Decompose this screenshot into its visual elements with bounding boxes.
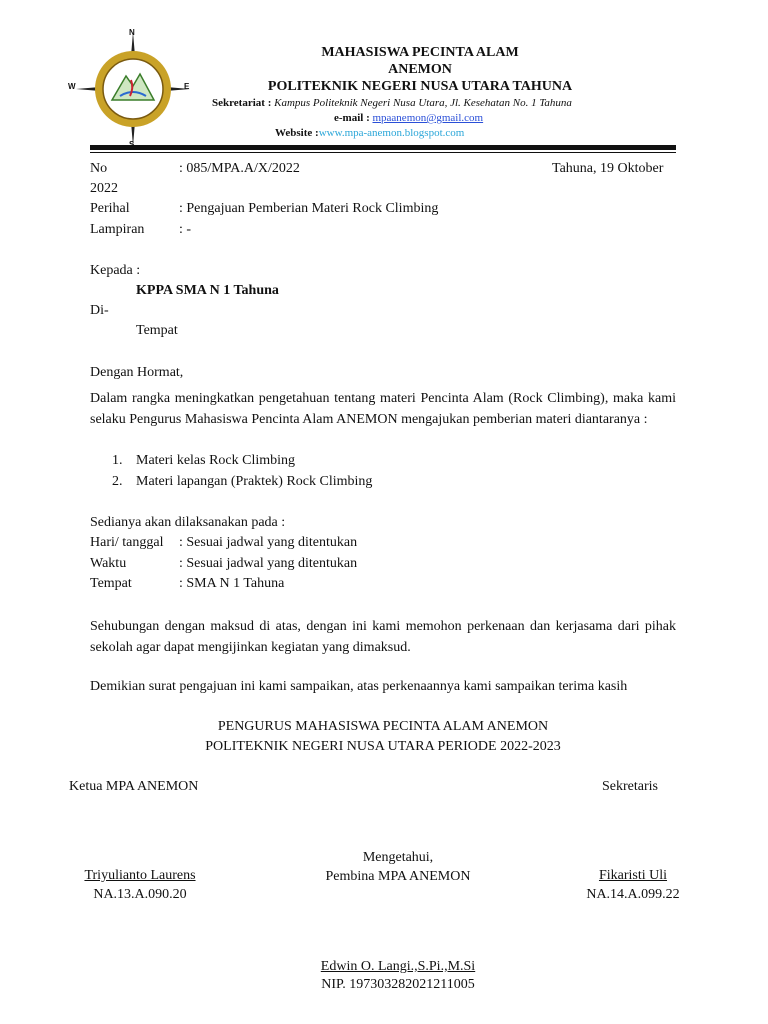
schedule-time-label: Waktu — [90, 556, 127, 571]
tempat-label: Tempat — [136, 323, 178, 338]
paragraph-2: Sehubungan dengan maksud di atas, dengan ini kami memohon perkenaan dan kerjasama dari pihak sekolah agar dapat mengijinkan kegiatan yang dimaksud. — [90, 619, 676, 655]
sekretaris-na: NA.14.A.099.22 — [586, 887, 680, 902]
list-item-1-num: 1. — [112, 453, 123, 468]
website-link[interactable]: www.mpa-anemon.blogspot.com — [318, 127, 465, 139]
schedule-intro: Sedianya akan dilaksanakan pada : — [90, 515, 286, 530]
header-rule-thick — [90, 145, 676, 150]
header-rule-thin — [90, 152, 676, 153]
ketua-name: Triyulianto Laurens — [84, 868, 196, 883]
letter-date-year: 2022 — [90, 181, 118, 196]
sekretariat-address: Kampus Politeknik Negeri Nusa Utara, Jl. Kesehatan No. 1 Tahuna — [274, 97, 572, 109]
paragraph-1: Dalam rangka meningkatkan pengetahuan tentang materi Pencinta Alam (Rock Climbing), maka kami selaku Pengurus Mahasiswa Pencinta Alam ANEMON mengajukan pemberian materi diantaranya : — [90, 391, 676, 427]
pembina-nip: NIP. 197303282021211005 — [321, 977, 475, 992]
website-line — [275, 127, 464, 139]
mengetahui-label: Mengetahui, — [362, 850, 434, 865]
sekretaris-title: Sekretaris — [602, 779, 658, 794]
no-value: : 085/MPA.A/X/2022 — [179, 161, 300, 176]
perihal-label: Perihal — [90, 201, 130, 216]
pembina-name: Edwin O. Langi.,S.Pi.,M.Si — [320, 959, 476, 974]
list-item-2-num: 2. — [112, 474, 123, 489]
pembina-title: Pembina MPA ANEMON — [325, 869, 471, 884]
ketua-title: Ketua MPA ANEMON — [69, 779, 199, 794]
recipient-name: KPPA SMA N 1 Tahuna — [136, 283, 279, 298]
org-line-1: PENGURUS MAHASISWA PECINTA ALAM ANEMON — [217, 719, 549, 734]
compass-n-label: N — [129, 28, 135, 37]
organization-logo — [68, 28, 192, 148]
di-label: Di- — [90, 303, 109, 318]
lampiran-label: Lampiran — [90, 222, 145, 237]
ketua-na: NA.13.A.090.20 — [93, 887, 187, 902]
sekretariat-line — [212, 97, 572, 109]
letterhead-line2: ANEMON — [388, 62, 452, 77]
lampiran-value: : - — [179, 222, 192, 237]
kepada-label: Kepada : — [90, 263, 141, 278]
paragraph-3: Demikian surat pengajuan ini kami sampaikan, atas perkenaannya kami sampaikan terima kasih — [90, 679, 628, 694]
letter-date: Tahuna, 19 Oktober — [552, 161, 664, 176]
greeting: Dengan Hormat, — [90, 365, 184, 380]
schedule-place-label: Tempat — [90, 576, 132, 591]
schedule-time-value: : Sesuai jadwal yang ditentukan — [179, 556, 358, 571]
email-line — [334, 112, 483, 124]
letterhead-line1: MAHASISWA PECINTA ALAM — [321, 45, 519, 60]
website-label: Website : — [275, 127, 319, 139]
list-item-1-text: Materi kelas Rock Climbing — [136, 453, 296, 468]
sekretariat-label: Sekretariat : — [212, 97, 272, 109]
compass-e-label: E — [184, 82, 190, 91]
no-label: No — [90, 161, 108, 176]
letterhead-line3: POLITEKNIK NEGERI NUSA UTARA TAHUNA — [267, 79, 573, 94]
email-label: e-mail : — [334, 112, 370, 124]
perihal-value: : Pengajuan Pemberian Materi Rock Climbing — [179, 201, 439, 216]
email-link[interactable]: mpaanemon@gmail.com — [372, 112, 484, 124]
schedule-day-label: Hari/ tanggal — [90, 535, 164, 550]
schedule-place-value: : SMA N 1 Tahuna — [179, 576, 285, 591]
compass-w-label: W — [68, 82, 76, 91]
schedule-day-value: : Sesuai jadwal yang ditentukan — [179, 535, 358, 550]
sekretaris-name: Fikaristi Uli — [598, 868, 668, 883]
list-item-2-text: Materi lapangan (Praktek) Rock Climbing — [136, 474, 373, 489]
org-line-2: POLITEKNIK NEGERI NUSA UTARA PERIODE 2022-2023 — [205, 739, 561, 754]
